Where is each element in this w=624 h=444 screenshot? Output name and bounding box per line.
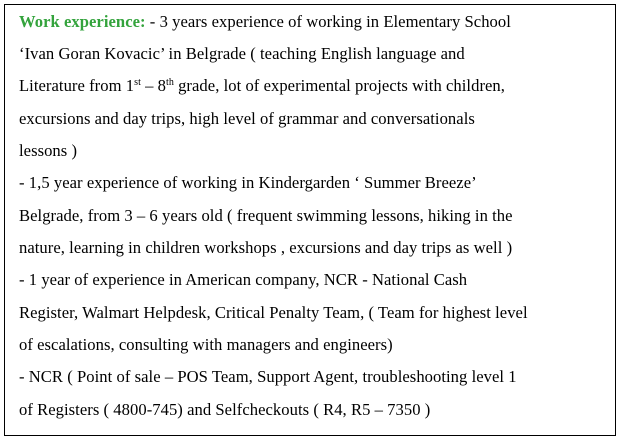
- section-heading: Work experience: [19, 12, 141, 31]
- text-line-4: excursions and day trips, high level of grammar and conversationals: [19, 109, 475, 128]
- text-line-3-part-a: Literature from 1: [19, 76, 135, 95]
- text-line-10: Register, Walmart Helpdesk, Critical Penalty Team, ( Team for highest level: [19, 303, 528, 322]
- text-line-1: [19, 12, 511, 32]
- text-line-2: ‘Ivan Goran Kovacic’ in Belgrade ( teaching English language and: [19, 44, 465, 63]
- text-line-13: of Registers ( 4800-745) and Selfcheckouts ( R4, R5 – 7350 ): [19, 400, 431, 419]
- text-line-3: [19, 76, 505, 96]
- text-line-7: Belgrade, from 3 – 6 years old ( frequent swimming lessons, hiking in the: [19, 206, 513, 225]
- superscript-th: th: [166, 77, 174, 88]
- text-line-12: - NCR ( Point of sale – POS Team, Support Agent, troubleshooting level 1: [19, 367, 517, 386]
- text-line-6: - 1,5 year experience of working in Kindergarden ‘ Summer Breeze’: [19, 173, 477, 192]
- text-line-11: of escalations, consulting with managers and engineers): [19, 335, 393, 354]
- text-line-3-part-b: – 8: [140, 76, 166, 95]
- work-experience-box: [4, 4, 616, 436]
- heading-colon: :: [140, 12, 146, 31]
- text-line-3-part-c: grade, lot of experimental projects with children,: [173, 76, 505, 95]
- text-line-9: - 1 year of experience in American company, NCR - National Cash: [19, 270, 468, 289]
- superscript-st: st: [134, 77, 141, 88]
- text-line-5: lessons ): [19, 141, 78, 160]
- text-line-1-content: - 3 years experience of working in Elementary School: [145, 12, 511, 31]
- text-line-8: nature, learning in children workshops , excursions and day trips as well ): [19, 238, 513, 257]
